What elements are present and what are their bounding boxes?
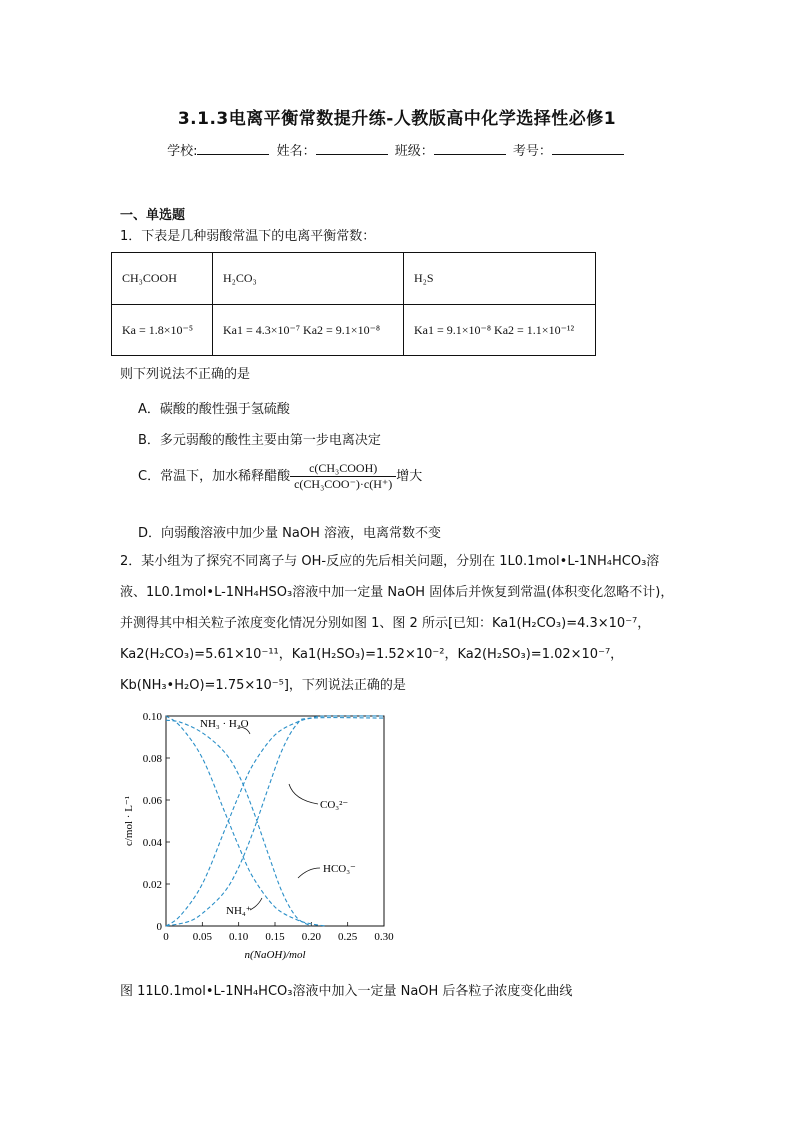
y-axis-label: c/mol · L⁻¹ bbox=[123, 795, 135, 847]
x-tick-label: 0.20 bbox=[301, 931, 321, 943]
table-cell-k2: Ka1 = 4.3×10⁻⁷ Ka2 = 9.1×10⁻⁸ bbox=[213, 305, 404, 356]
y-tick-label: 0.06 bbox=[142, 795, 162, 807]
section-heading: 一、单选题 bbox=[120, 208, 186, 223]
q2-line-2: 液、1L0.1mol•L-1NH₄HSO₃溶液中加一定量 NaOH 固体后并恢复到常温(体积变化忽略不计)， bbox=[120, 585, 674, 600]
x-tick-label: 0.25 bbox=[338, 931, 358, 943]
name-label: 姓名： bbox=[276, 144, 316, 159]
series-nh4 bbox=[166, 716, 326, 926]
label-hco3: HCO₃⁻ bbox=[323, 863, 356, 875]
x-tick-label: 0.15 bbox=[265, 931, 285, 943]
label-co3: CO₃²⁻ bbox=[320, 799, 349, 811]
plot-frame bbox=[166, 716, 384, 926]
school-blank[interactable] bbox=[197, 142, 269, 155]
school-label: 学校: bbox=[167, 144, 198, 159]
series-nh3-h2o bbox=[166, 716, 384, 926]
table-cell-k3: Ka1 = 9.1×10⁻⁸ Ka2 = 1.1×10⁻¹² bbox=[404, 305, 596, 356]
q2-line-3: 并测得其中相关粒子浓度变化情况分别如图 1、图 2 所示[已知：Ka1(H₂CO₃)=4.3×10⁻⁷， bbox=[120, 616, 651, 631]
q1-option-b[interactable]: B．多元弱酸的酸性主要由第一步电离决定 bbox=[138, 433, 381, 448]
q2-line-5: Kb(NH₃•H₂O)=1.75×10⁻⁵]，下列说法正确的是 bbox=[120, 678, 406, 693]
option-c-suffix: 增大 bbox=[396, 469, 423, 484]
name-blank[interactable] bbox=[316, 142, 388, 155]
class-label: 班级： bbox=[394, 144, 434, 159]
label-nh3: NH₃ · H₂O bbox=[200, 718, 249, 730]
page-title: 3.1.3电离平衡常数提升练-人教版高中化学选择性必修1 bbox=[177, 109, 617, 129]
exam-no-blank[interactable] bbox=[552, 142, 624, 155]
exam-no-label: 考号： bbox=[512, 144, 552, 159]
nh4-leader bbox=[250, 898, 262, 910]
q2-line-1: 2．某小组为了探究不同离子与 OH-反应的先后相关问题，分别在 1L0.1mol•L-1NH₄HCO₃溶 bbox=[120, 554, 660, 569]
ionization-constant-table bbox=[111, 252, 596, 356]
x-tick-label: 0.05 bbox=[192, 931, 212, 943]
series-hco3 bbox=[166, 720, 311, 926]
x-axis-label: n(NaOH)/mol bbox=[244, 949, 306, 961]
hco3-leader bbox=[298, 868, 320, 878]
co3-leader bbox=[289, 784, 318, 804]
q1-option-a[interactable]: A．碳酸的酸性强于氢硫酸 bbox=[138, 402, 290, 417]
student-info-line bbox=[0, 140, 794, 159]
q1-follow: 则下列说法不正确的是 bbox=[120, 367, 251, 382]
option-c-prefix: C．常温下，加水稀释醋酸 bbox=[138, 469, 291, 484]
class-blank[interactable] bbox=[434, 142, 506, 155]
table-cell-acid3: H₂S bbox=[404, 253, 596, 305]
q2-line-4: Ka2(H₂CO₃)=5.61×10⁻¹¹，Ka1(H₂SO₃)=1.52×10⁻²，Ka2(H₂SO₃)=1.02×10⁻⁷， bbox=[120, 647, 624, 662]
x-tick-label: 0.10 bbox=[229, 931, 249, 943]
x-tick-label: 0 bbox=[163, 931, 169, 943]
y-tick-label: 0.08 bbox=[142, 753, 162, 765]
table-cell-acid2: H₂CO₃ bbox=[213, 253, 404, 305]
table-cell-acid1: CH₃COOH bbox=[112, 253, 213, 305]
q1-option-d[interactable]: D．向弱酸溶液中加少量 NaOH 溶液，电离常数不变 bbox=[138, 526, 441, 541]
option-c-numerator: c(CH₃COOH) bbox=[290, 461, 396, 477]
table-cell-k1: Ka = 1.8×10⁻⁵ bbox=[112, 305, 213, 356]
y-tick-label: 0.10 bbox=[142, 711, 162, 723]
y-tick-label: 0.02 bbox=[142, 879, 162, 891]
option-c-fraction bbox=[290, 461, 396, 492]
x-tick-label: 0.30 bbox=[374, 931, 394, 943]
concentration-chart bbox=[112, 700, 402, 972]
label-nh4: NH₄⁺ bbox=[226, 905, 252, 917]
y-tick-label: 0 bbox=[156, 921, 162, 933]
y-tick-label: 0.04 bbox=[142, 837, 162, 849]
series-co3 bbox=[166, 718, 384, 926]
figure-caption: 图 11L0.1mol•L-1NH₄HCO₃溶液中加入一定量 NaOH 后各粒子浓度变化曲线 bbox=[120, 984, 573, 999]
q1-stem: 1．下表是几种弱酸常温下的电离平衡常数： bbox=[120, 229, 376, 244]
option-c-denominator: c(CH₃COO⁻)·c(H⁺) bbox=[294, 477, 393, 491]
q1-option-c[interactable] bbox=[138, 461, 422, 492]
